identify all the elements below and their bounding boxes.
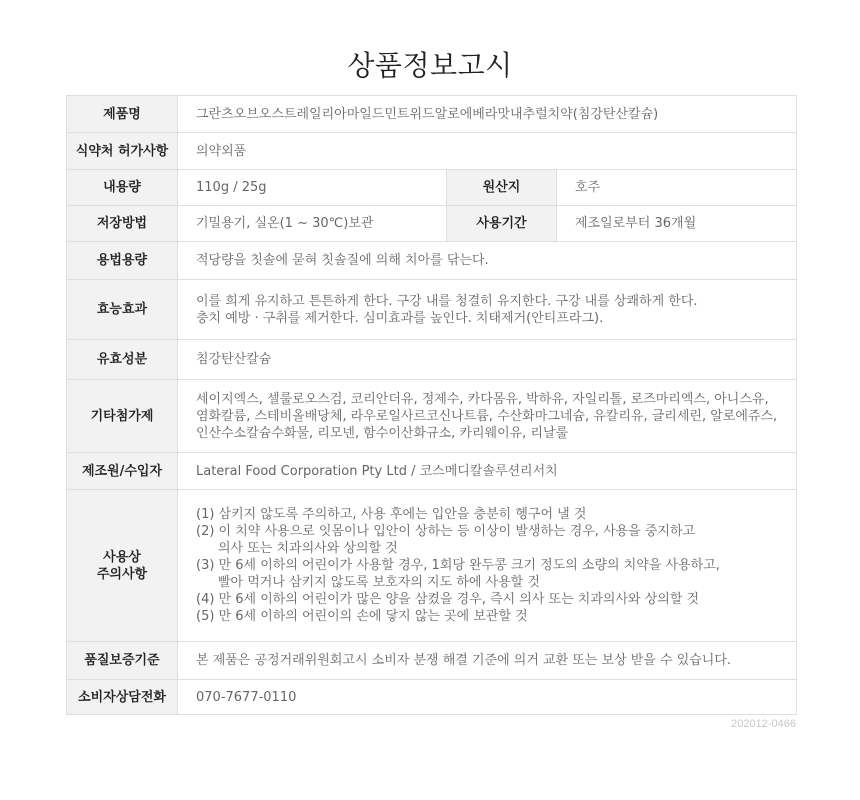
caution-item: (1) 삼키지 않도록 주의하고, 사용 후에는 입안을 충분히 헹구어 낼 것 [196, 507, 587, 522]
effect-line: 충치 예방 · 구취를 제거한다. 심미효과를 높인다. 치태제거(안티프라그). [196, 310, 604, 326]
table-row [67, 680, 797, 715]
caution-label-line: 주의사항 [96, 566, 148, 582]
storage-value: 기밀용기, 실온(1 ~ 30℃)보관 [178, 206, 447, 242]
product-name-label: 제품명 [67, 96, 178, 133]
effect-value [178, 280, 797, 340]
active-ingredient-value: 침강탄산칼슘 [178, 340, 797, 380]
storage-label: 저장방법 [67, 206, 178, 242]
product-info-table [66, 95, 797, 715]
phone-value: 070-7677-0110 [178, 680, 797, 715]
caution-item-continued: 의사 또는 치과의사와 상의할 것 [218, 541, 398, 556]
shelf-life-label: 사용기간 [447, 206, 557, 242]
caution-value [178, 490, 797, 642]
product-name-value: 그란츠오브오스트레일리아마일드민트위드알로에베라맛내추럴치약(침강탄산칼슘) [178, 96, 797, 133]
additives-line: 염화칼륨, 스테비올배당체, 라우로일사르코신나트륨, 수산화마그네슘, 유칼리유, 글리세린, 알로에쥬스, [196, 408, 778, 424]
document-code: 202012-0466 [731, 718, 796, 730]
additives-value [178, 380, 797, 453]
caution-item-continued: 빨아 먹거나 삼키지 않도록 보호자의 지도 하에 사용할 것 [218, 575, 540, 590]
usage-label: 용법용량 [67, 242, 178, 280]
phone-label: 소비자상담전화 [67, 680, 178, 715]
approval-label: 식약처 허가사항 [67, 133, 178, 170]
additives-line: 세이지엑스, 셀룰로오스검, 코리안더유, 정제수, 카다몸유, 박하유, 자일리톨, 로즈마리엑스, 아니스유, [196, 391, 769, 407]
table-row [67, 96, 797, 133]
table-row [67, 242, 797, 280]
additives-label: 기타첨가제 [67, 380, 178, 453]
caution-label-line: 사용상 [103, 549, 141, 565]
shelf-life-value: 제조일로부터 36개월 [557, 206, 797, 242]
table-row [67, 206, 797, 242]
approval-value: 의약외품 [178, 133, 797, 170]
capacity-value: 110g / 25g [178, 170, 447, 206]
quality-label: 품질보증기준 [67, 642, 178, 680]
effect-label: 효능효과 [67, 280, 178, 340]
origin-value: 호주 [557, 170, 797, 206]
table-row [67, 642, 797, 680]
table-row [67, 340, 797, 380]
page-title: 상품정보고시 [347, 49, 513, 82]
caution-item: (5) 만 6세 이하의 어린이의 손에 닿지 않는 곳에 보관할 것 [196, 609, 528, 624]
capacity-label: 내용량 [67, 170, 178, 206]
table-row [67, 453, 797, 490]
caution-item: (4) 만 6세 이하의 어린이가 많은 양을 삼켰을 경우, 즉시 의사 또는 치과의사와 상의할 것 [196, 592, 700, 607]
active-ingredient-label: 유효성분 [67, 340, 178, 380]
table-row [67, 280, 797, 340]
manufacturer-value: Lateral Food Corporation Pty Ltd / 코스메디칼솔루션리서치 [178, 453, 797, 490]
table-row [67, 490, 797, 642]
origin-label: 원산지 [447, 170, 557, 206]
quality-value: 본 제품은 공정거래위원회고시 소비자 분쟁 해결 기준에 의거 교환 또는 보상 받을 수 있습니다. [178, 642, 797, 680]
caution-label [67, 490, 178, 642]
table-row [67, 380, 797, 453]
additives-line: 인산수소칼슘수화물, 리모넨, 함수이산화규소, 카리웨이유, 리날룰 [196, 425, 569, 441]
manufacturer-label: 제조원/수입자 [67, 453, 178, 490]
usage-value: 적당량을 칫솔에 묻혀 칫솔질에 의해 치아를 닦는다. [178, 242, 797, 280]
table-row [67, 133, 797, 170]
caution-item: (3) 만 6세 이하의 어린이가 사용할 경우, 1회당 완두콩 크기 정도의 소량의 치약을 사용하고, [196, 558, 720, 573]
effect-line: 이를 희게 유지하고 튼튼하게 한다. 구강 내를 청결히 유지한다. 구강 내를 상쾌하게 한다. [196, 293, 698, 309]
caution-item: (2) 이 치약 사용으로 잇몸이나 입안이 상하는 등 이상이 발생하는 경우, 사용을 중지하고 [196, 524, 696, 539]
table-row [67, 170, 797, 206]
